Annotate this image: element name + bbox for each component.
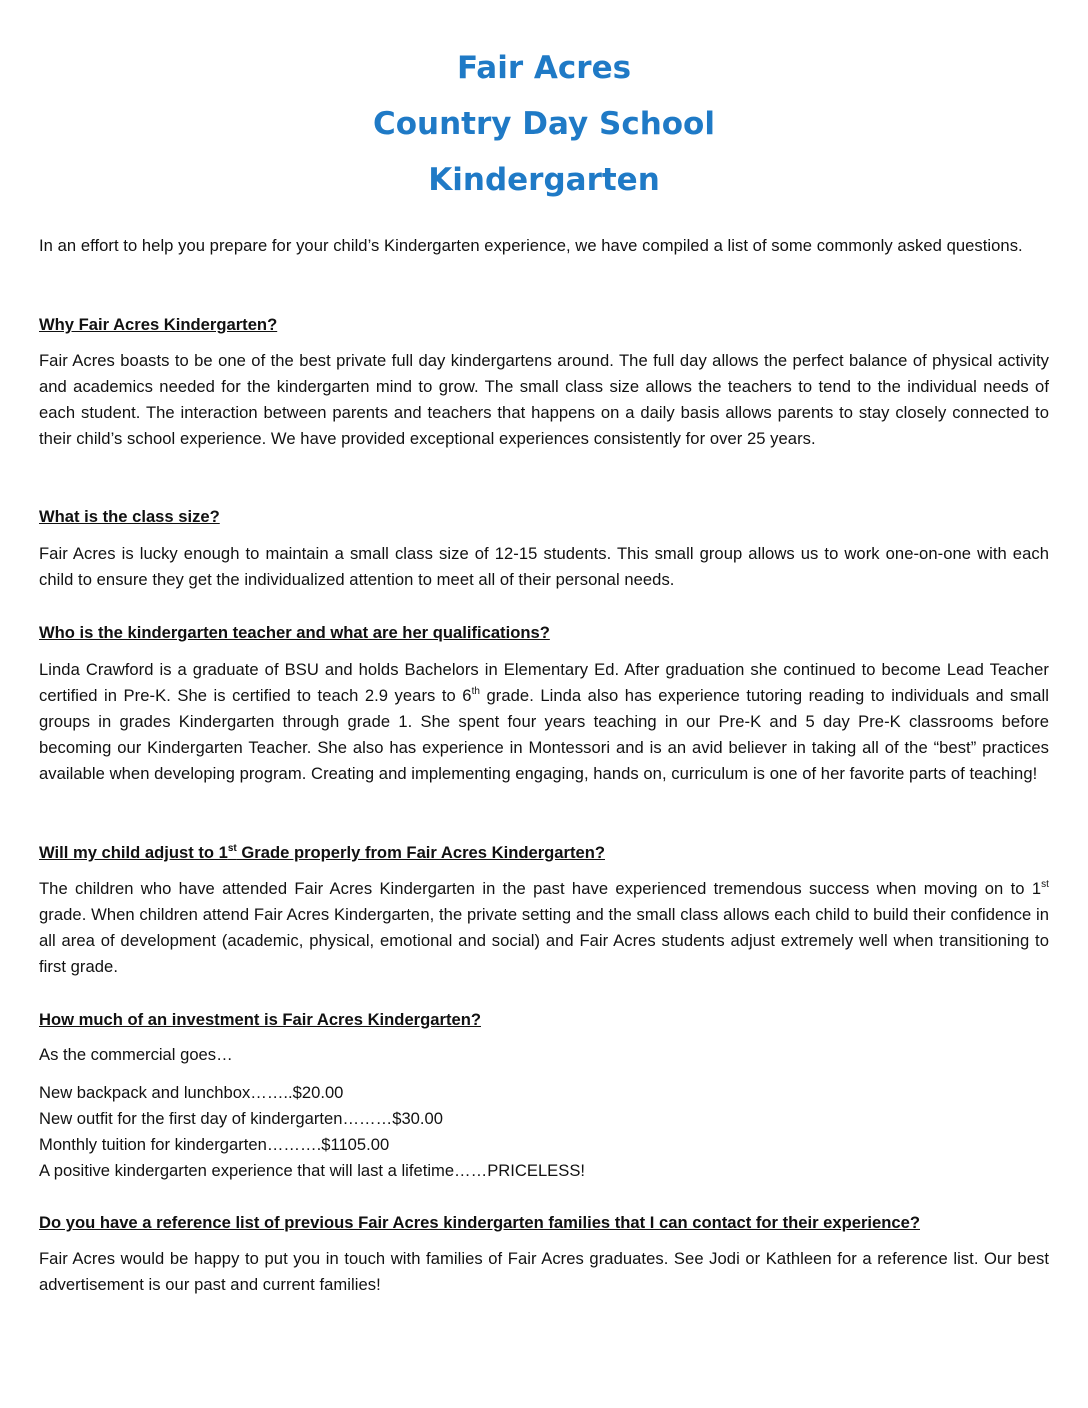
answer-teacher — [39, 657, 1049, 787]
title-school-name: Fair Acres — [456, 50, 632, 86]
answer-first-grade-text-2: grade. When children attend Fair Acres Kindergarten, the private setting and the small class allows each child to build their confidence in all area of development (academic, physical, emotional and social) and Fair Acres students adjust extremely well when transitioning to first grade. — [39, 905, 1049, 976]
question-references: Do you have a reference list of previous Fair Acres kindergarten families that I can contact for their experience? — [39, 1213, 920, 1232]
question-first-grade-superscript: st — [227, 843, 237, 854]
answer-first-grade-superscript: st — [1041, 879, 1049, 890]
question-why: Why Fair Acres Kindergarten? — [39, 315, 278, 334]
question-teacher: Who is the kindergarten teacher and what are her qualifications? — [39, 623, 550, 642]
answer-why: Fair Acres boasts to be one of the best private full day kindergartens around. The full day allows the perfect balance of physical activity and academics needed for the kindergarten mind to grow. The small class size allows the teachers to tend to the individual needs of each student. The interaction between parents and teachers that happens on a daily basis allows parents to stay closely connected to their child’s school experience. We have provided exceptional experiences consistently for over 25 years. — [39, 351, 1049, 448]
answer-references: Fair Acres would be happy to put you in touch with families of Fair Acres graduates. See Jodi or Kathleen for a reference list. Our best advertisement is our past and current families! — [39, 1249, 1049, 1294]
answer-first-grade — [39, 876, 1049, 980]
intro-paragraph: In an effort to help you prepare for your child’s Kindergarten experience, we have compiled a list of some commonly asked questions. — [39, 236, 1023, 255]
question-first-grade — [39, 842, 605, 864]
question-class-size: What is the class size? — [39, 507, 220, 526]
title-school-type: Country Day School — [373, 106, 715, 142]
answer-teacher-superscript: th — [471, 686, 481, 697]
cost-line-item: A positive kindergarten experience that will last a lifetime……PRICELESS! — [39, 1161, 585, 1180]
answer-first-grade-text-1: The children who have attended Fair Acres Kindergarten in the past have experienced tremendous success when moving on to 1 — [39, 879, 1042, 898]
question-investment: How much of an investment is Fair Acres Kindergarten? — [39, 1010, 481, 1029]
title-program: Kindergarten — [428, 162, 660, 198]
cost-line-item: New outfit for the first day of kindergarten………$30.00 — [39, 1109, 443, 1128]
answer-teacher-text-1: Linda Crawford is a graduate of BSU and holds Bachelors in Elementary Ed. After graduation she continued to become Lead Teacher certified in Pre-K. She is certified to teach 2.9 years to 6 — [39, 660, 1049, 705]
answer-class-size: Fair Acres is lucky enough to maintain a small class size of 12-15 students. This small group allows us to work one-on-one with each child to ensure they get the individualized attention to meet all of their personal needs. — [39, 544, 1049, 589]
cost-line-item: New backpack and lunchbox……..$20.00 — [39, 1083, 344, 1102]
question-first-grade-text-2: Grade properly from Fair Acres Kindergarten? — [236, 843, 605, 862]
cost-line-item: Monthly tuition for kindergarten……….$1105.00 — [39, 1135, 390, 1154]
investment-lead: As the commercial goes… — [39, 1045, 233, 1064]
question-first-grade-text-1: Will my child adjust to 1 — [39, 843, 228, 862]
answer-teacher-text-2: grade. Linda also has experience tutoring reading to individuals and small groups in grades Kindergarten through grade 1. She spent four years teaching in our Pre-K and 5 day Pre-K classrooms before becoming our Kindergarten Teacher. She also has experience in Montessori and is an avid believer in taking all of the “best” practices available when developing program. Creating and implementing engaging, hands on, curriculum is one of her favorite parts of teaching! — [39, 686, 1050, 783]
